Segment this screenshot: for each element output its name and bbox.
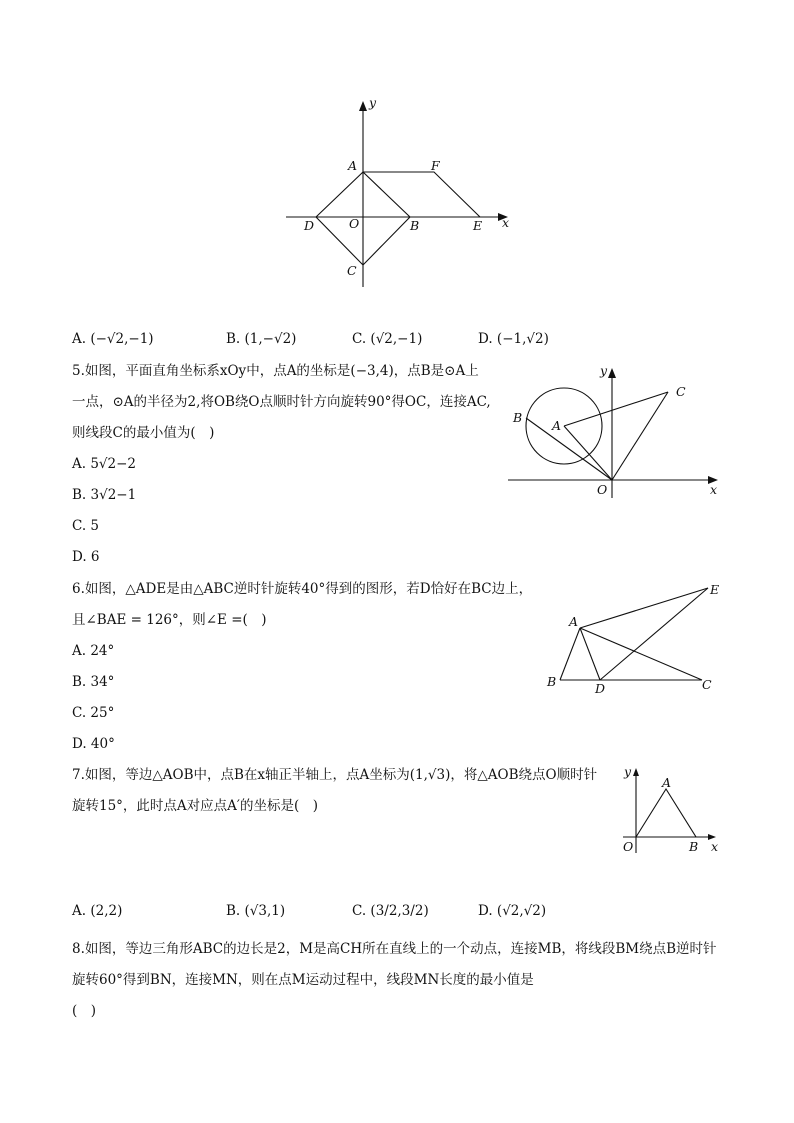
q6-option-c: C. 25° <box>72 705 115 721</box>
point-C-label: C <box>347 263 357 278</box>
point-C-label: C <box>702 677 712 692</box>
q6-stem-line-2: 且∠BAE = 126°，则∠E =( ) <box>72 612 267 628</box>
q5-figure <box>500 360 730 505</box>
q4-option-c: C. (√2,−1) <box>352 331 423 347</box>
point-A-label: A <box>569 614 579 629</box>
point-D-label: D <box>304 218 315 233</box>
point-E-label: E <box>473 218 483 233</box>
point-B-label: B <box>410 218 420 233</box>
q7-figure <box>615 763 725 858</box>
y-axis-label: y <box>624 764 632 779</box>
q7-option-d: D. (√2,√2) <box>478 903 547 919</box>
x-axis-label: x <box>711 839 719 854</box>
q5-stem-line-3: 则线段C的最小值为( ) <box>72 425 215 441</box>
q5-option-c: C. 5 <box>72 518 100 534</box>
point-O-label: O <box>623 839 634 854</box>
point-A-label: A <box>552 418 562 433</box>
y-axis-label: y <box>600 363 608 378</box>
x-axis-label: x <box>710 482 718 497</box>
point-B-label: B <box>547 674 557 689</box>
x-axis-label: x <box>502 215 510 230</box>
y-axis-label: y <box>369 95 377 110</box>
point-B-label: B <box>689 839 699 854</box>
point-E-label: E <box>710 582 720 597</box>
point-O-label: O <box>597 482 608 497</box>
q7-stem-line-1: 7.如图，等边△AOB中，点B在x轴正半轴上，点A坐标为(1,√3)，将△AOB绕点O顺时针 <box>72 767 598 783</box>
q4-option-b: B. (1,−√2) <box>226 331 297 347</box>
q8-stem-line-1: 8.如图，等边三角形ABC的边长是2，M是高CH所在直线上的一个动点，连接MB，将线段BM绕点B逆时针 <box>72 941 717 957</box>
point-A-label: A <box>662 775 672 790</box>
q8-stem-line-3: ( ) <box>72 1003 97 1019</box>
point-D-label: D <box>595 681 606 696</box>
q5-stem-line-1: 5.如图，平面直角坐标系xOy中，点A的坐标是(−3,4)，点B是⊙A上 <box>72 363 479 379</box>
q5-stem-line-2: 一点，⊙A的半径为2,将OB绕O点顺时针方向旋转90°得OC，连接AC, <box>72 394 491 410</box>
q5-option-d: D. 6 <box>72 549 100 565</box>
q6-option-d: D. 40° <box>72 736 115 752</box>
point-B-label: B <box>513 410 523 425</box>
point-O-label: O <box>349 216 360 231</box>
q6-stem-line-1: 6.如图，△ADE是由△ABC逆时针旋转40°得到的图形，若D恰好在BC边上， <box>72 581 533 597</box>
q6-option-b: B. 34° <box>72 674 115 690</box>
point-A-label: A <box>348 158 358 173</box>
q6-figure <box>540 578 730 698</box>
q8-stem-line-2: 旋转60°得到BN，连接MN，则在点M运动过程中，线段MN长度的最小值是 <box>72 972 534 988</box>
q7-option-a: A. (2,2) <box>72 903 123 919</box>
q6-option-a: A. 24° <box>72 643 115 659</box>
q7-stem-line-2: 旋转15°，此时点A对应点A′的坐标是( ) <box>72 798 319 814</box>
q7-option-c: C. (3/2,3/2) <box>352 903 429 919</box>
q4-figure <box>280 95 520 295</box>
q4-option-a: A. (−√2,−1) <box>72 331 154 347</box>
q5-option-a: A. 5√2−2 <box>72 456 137 472</box>
point-C-label: C <box>676 384 686 399</box>
q5-option-b: B. 3√2−1 <box>72 487 137 503</box>
q4-option-d: D. (−1,√2) <box>478 331 549 347</box>
point-F-label: F <box>431 158 440 173</box>
q7-option-b: B. (√3,1) <box>226 903 286 919</box>
